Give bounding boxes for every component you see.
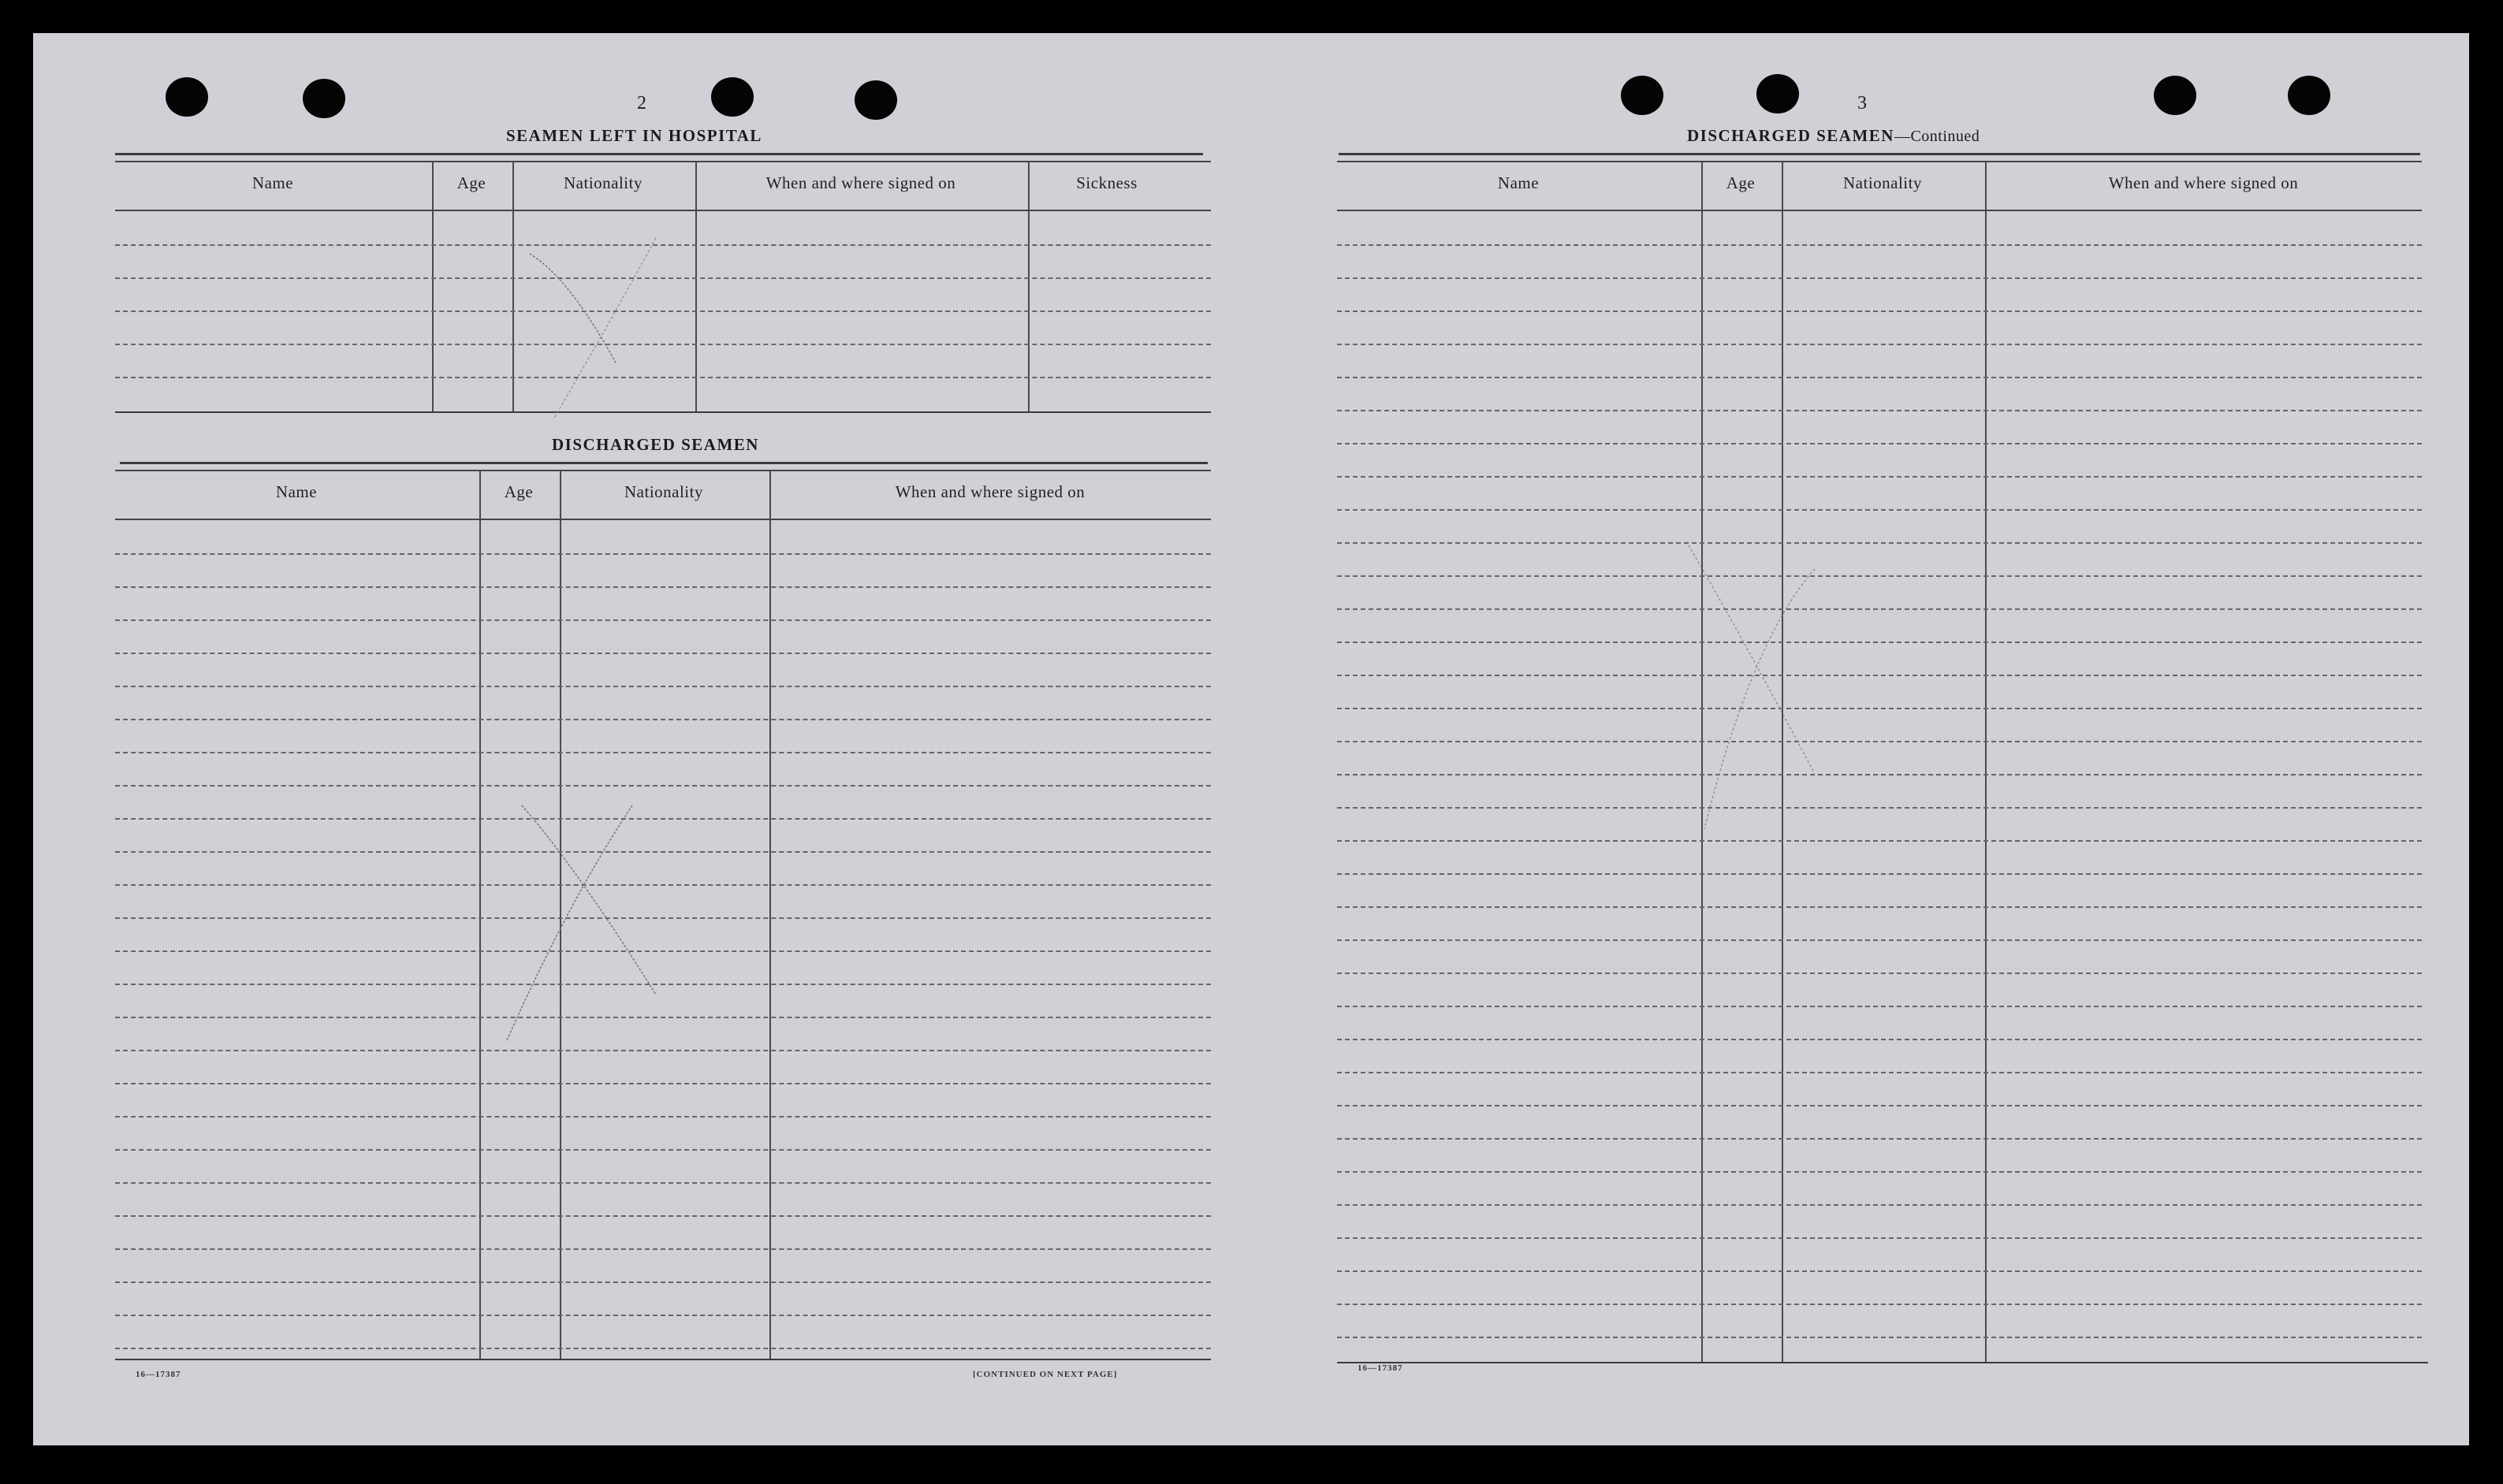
column-header-age: Age [1726, 173, 1756, 192]
row-line [1337, 1039, 2422, 1040]
hospital-section-title: SEAMEN LEFT IN HOSPITAL [506, 126, 762, 145]
row-line [1337, 1204, 2422, 1206]
discharged-table-bottom-rule [115, 1359, 1211, 1360]
hospital-table-header [115, 162, 1211, 211]
column-header-age: Age [504, 482, 534, 501]
row-line [115, 586, 1211, 588]
column-divider [695, 162, 697, 411]
row-line [1337, 1171, 2422, 1173]
column-divider [1028, 162, 1030, 411]
row-line [115, 1315, 1211, 1316]
row-line [1337, 906, 2422, 908]
row-line [1337, 443, 2422, 444]
column-header-nationality: Nationality [564, 173, 643, 192]
row-line [1337, 244, 2422, 246]
row-line [1337, 1337, 2422, 1338]
row-line [1337, 873, 2422, 875]
row-line [1337, 973, 2422, 974]
row-line [1337, 1138, 2422, 1140]
row-line [1337, 1105, 2422, 1106]
punch-hole [1756, 74, 1799, 113]
row-line [115, 553, 1211, 555]
right-section-title-main: DISCHARGED SEAMEN [1687, 126, 1894, 145]
row-line [1337, 642, 2422, 643]
column-divider [1985, 162, 1987, 1362]
cancel-mark [475, 758, 664, 1058]
row-line [115, 1182, 1211, 1184]
row-line [115, 752, 1211, 753]
discharged-section-title: DISCHARGED SEAMEN [552, 435, 759, 454]
row-line [115, 1083, 1211, 1084]
row-line [1337, 741, 2422, 742]
column-header-signed-on: When and where signed on [895, 482, 1086, 501]
row-line [1337, 1304, 2422, 1305]
column-header-sickness: Sickness [1076, 173, 1138, 192]
punch-hole [711, 77, 754, 117]
right-discharged-table [1337, 161, 2422, 1362]
right-section-title-suffix: —Continued [1894, 128, 1980, 145]
column-header-nationality: Nationality [624, 482, 703, 501]
row-line [1337, 608, 2422, 610]
punch-hole [855, 80, 897, 120]
row-line [115, 1348, 1211, 1349]
row-line [115, 1281, 1211, 1283]
form-number-left: 16—17387 [136, 1370, 181, 1379]
row-line [1337, 277, 2422, 279]
row-line [1337, 311, 2422, 312]
page-number-left: 2 [637, 93, 646, 113]
right-section-title [1687, 126, 1980, 146]
row-line [1337, 476, 2422, 478]
row-line [1337, 708, 2422, 709]
row-line [115, 619, 1211, 621]
row-line [115, 1215, 1211, 1217]
column-header-signed-on: When and where signed on [2108, 173, 2299, 192]
column-divider [432, 162, 434, 411]
row-line [1337, 509, 2422, 511]
row-line [1337, 939, 2422, 941]
column-divider [512, 162, 514, 411]
column-header-name: Name [275, 482, 318, 501]
row-line [115, 653, 1211, 654]
punch-hole [303, 79, 345, 118]
discharged-table-header [115, 471, 1211, 520]
cancel-mark [1673, 514, 1831, 845]
row-line [115, 1248, 1211, 1250]
column-header-signed-on: When and where signed on [765, 173, 956, 192]
row-line [1337, 542, 2422, 544]
row-line [1337, 1006, 2422, 1007]
row-line [1337, 575, 2422, 577]
row-line [115, 1116, 1211, 1118]
punch-hole [166, 77, 208, 117]
row-line [1337, 1072, 2422, 1073]
row-line [115, 719, 1211, 720]
row-line [1337, 807, 2422, 809]
form-sheet [33, 33, 2469, 1445]
column-header-age: Age [456, 173, 486, 192]
row-line [115, 686, 1211, 687]
punch-hole [1621, 76, 1663, 115]
punch-hole [2288, 76, 2330, 115]
right-table-bottom-rule [1337, 1362, 2428, 1363]
row-line [1337, 1270, 2422, 1272]
column-header-nationality: Nationality [1843, 173, 1922, 192]
row-line [1337, 675, 2422, 676]
row-line [1337, 840, 2422, 842]
column-header-name: Name [251, 173, 294, 192]
column-divider [769, 471, 771, 1359]
form-number-right: 16—17387 [1358, 1363, 1403, 1373]
punch-hole [2154, 76, 2196, 115]
cancel-mark [522, 230, 680, 435]
column-header-name: Name [1497, 173, 1540, 192]
row-line [1337, 774, 2422, 775]
row-line [1337, 344, 2422, 345]
row-line [1337, 1237, 2422, 1239]
right-table-header [1337, 162, 2422, 211]
row-line [115, 1149, 1211, 1151]
page-number-right: 3 [1857, 93, 1867, 113]
row-line [1337, 377, 2422, 378]
continued-note: [CONTINUED ON NEXT PAGE] [973, 1370, 1118, 1379]
row-line [1337, 410, 2422, 411]
